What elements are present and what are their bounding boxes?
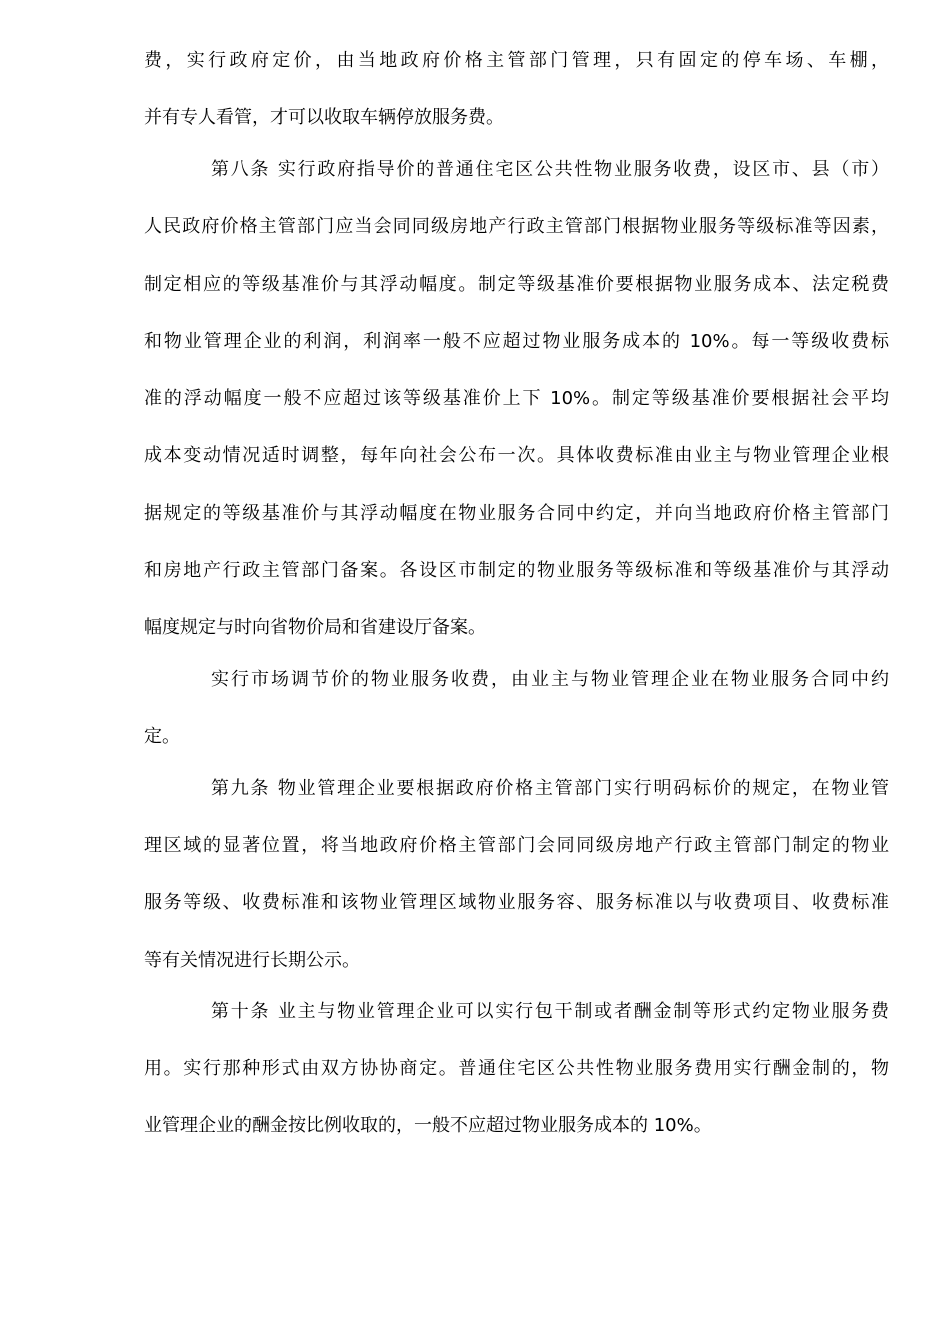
paragraph-line: 实行市场调节价的物业服务收费，由业主与物业管理企业在物业服务合同中约 (211, 669, 889, 690)
article-8-heading-line: 第八条 实行政府指导价的普通住宅区公共性物业服务收费，设区市、县（市） (211, 159, 889, 180)
paragraph-line: 理区域的显著位置，将当地政府价格主管部门会同同级房地产行政主管部门制定的物业 (144, 835, 889, 856)
paragraph-line: 制定相应的等级基准价与其浮动幅度。制定等级基准价要根据物业服务成本、法定税费 (144, 274, 889, 295)
paragraph-line: 和房地产行政主管部门备案。各设区市制定的物业服务等级标准和等级基准价与其浮动 (144, 560, 889, 581)
paragraph-line: 业管理企业的酬金按比例收取的，一般不应超过物业服务成本的 10%。 (144, 1115, 712, 1136)
article-9-heading-line: 第九条 物业管理企业要根据政府价格主管部门实行明码标价的规定，在物业管 (211, 778, 889, 799)
paragraph-line: 用。实行那种形式由双方协协商定。普通住宅区公共性物业服务费用实行酬金制的，物 (144, 1058, 889, 1079)
paragraph-line: 幅度规定与时向省物价局和省建设厅备案。 (144, 617, 486, 638)
paragraph-line: 和物业管理企业的利润，利润率一般不应超过物业服务成本的 10%。每一等级收费标 (144, 331, 889, 352)
paragraph-line: 人民政府价格主管部门应当会同同级房地产行政主管部门根据物业服务等级标准等因素， (144, 216, 889, 237)
paragraph-line: 等有关情况进行长期公示。 (144, 950, 360, 971)
paragraph-line: 服务等级、收费标准和该物业管理区域物业服务容、服务标准以与收费项目、收费标准 (144, 892, 889, 913)
paragraph-line: 据规定的等级基准价与其浮动幅度在物业服务合同中约定，并向当地政府价格主管部门 (144, 503, 889, 524)
paragraph-line: 定。 (144, 726, 180, 747)
paragraph-line: 准的浮动幅度一般不应超过该等级基准价上下 10%。制定等级基准价要根据社会平均 (144, 388, 889, 409)
article-10-heading-line: 第十条 业主与物业管理企业可以实行包干制或者酬金制等形式约定物业服务费 (211, 1001, 889, 1022)
paragraph-line: 成本变动情况适时调整，每年向社会公布一次。具体收费标准由业主与物业管理企业根 (144, 445, 889, 466)
paragraph-line: 费，实行政府定价，由当地政府价格主管部门管理，只有固定的停车场、车棚， (144, 50, 889, 71)
paragraph-line: 并有专人看管，才可以收取车辆停放服务费。 (144, 107, 504, 128)
